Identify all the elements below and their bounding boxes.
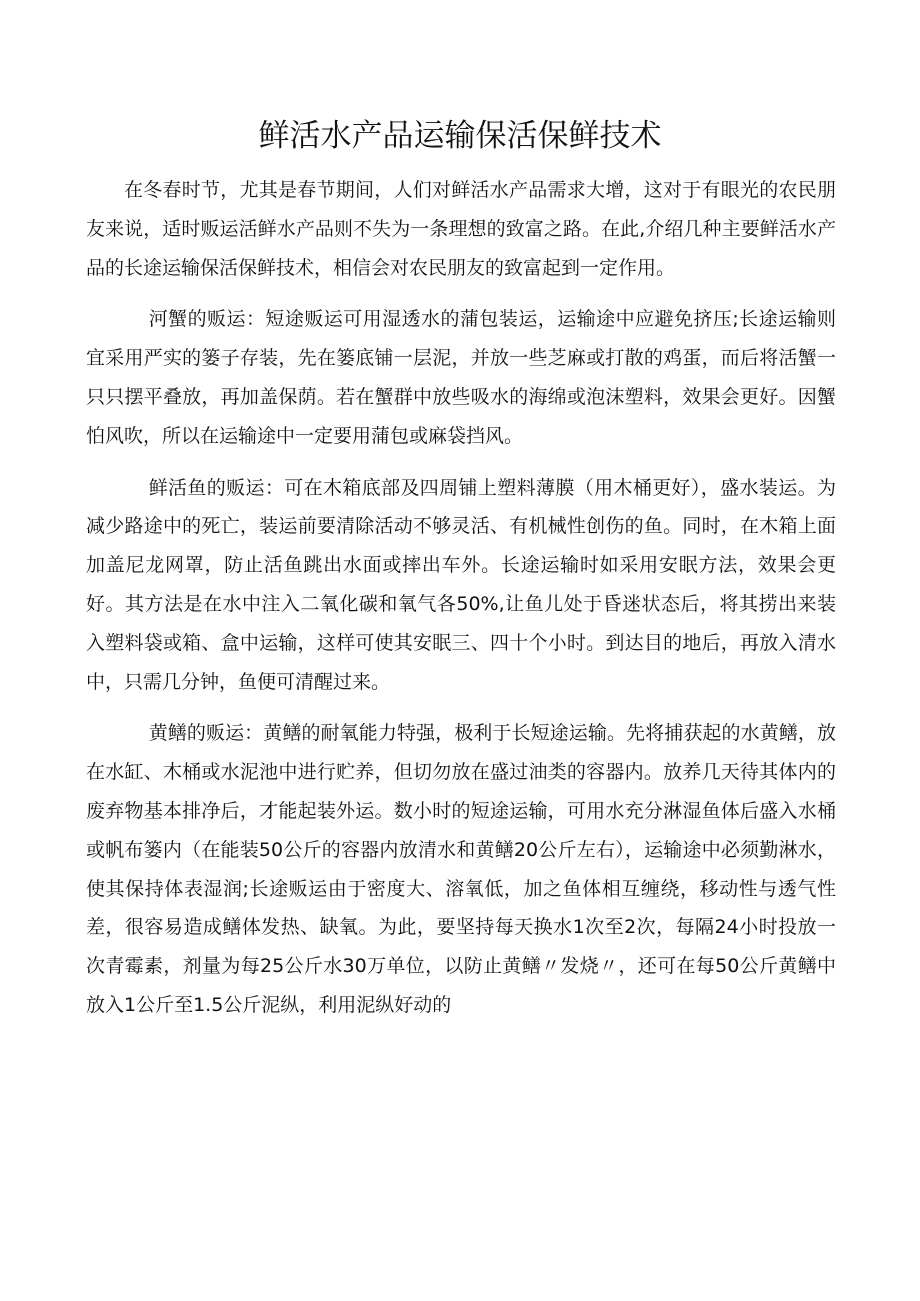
paragraph-eel: 黄鳝的贩运：黄鳝的耐氧能力特强，极利于长短途运输。先将捕获起的水黄鳝，放在水缸、木桶或水泥池中进行贮养，但切勿放在盛过油类的容器内。放养几天待其体内的废弃物基本排净后，才能起装外运。数小时的短途运输，可用水充分淋湿鱼体后盛入水桶或帆布篓内（在能装50公斤的容器内放清水和黄鳝20公斤左右），运输途中必须勤淋水，使其保持体表湿润;长途贩运由于密度大、溶氧低，加之鱼体相互缠绕，移动性与透气性差，很容易造成鳝体发热、缺氧。为此，要坚持每天换水1次至2次，每隔24小时投放一次青霉素，剂量为每25公斤水30万单位，以防止黄鳝〃发烧〃，还可在每50公斤黄鳝中放入1公斤至1.5公斤泥纵，利用泥纵好动的 (86, 722, 836, 1016)
paragraph-fish: 鲜活鱼的贩运：可在木箱底部及四周铺上塑料薄膜（用木桶更好），盛水装运。为减少路途中的死亡，装运前要清除活动不够灵活、有机械性创伤的鱼。同时，在木箱上面加盖尼龙网罩，防止活鱼跳出水面或摔出车外。长途运输时如采用安眠方法，效果会更好。其方法是在水中注入二氧化碳和氧气各50%,让鱼儿处于昏迷状态后，将其捞出来装入塑料袋或箱、盒中运输，这样可使其安眠三、四十个小时。到达目的地后，再放入清水中，只需几分钟，鱼便可清醒过来。 (86, 476, 836, 693)
paragraph-crab: 河蟹的贩运：短途贩运可用湿透水的蒲包装运，运输途中应避免挤压;长途运输则宜采用严实的篓子存装，先在篓底铺一层泥，并放一些芝麻或打散的鸡蛋，而后将活蟹一只只摆平叠放，再加盖保荫。若在蟹群中放些吸水的海绵或泡沫塑料，效果会更好。因蟹怕风吹，所以在运输途中一定要用蒲包或麻袋挡风。 (86, 308, 836, 447)
paragraph-intro: 在冬春时节，尤其是春节期间，人们对鲜活水产品需求大增，这对于有眼光的农民朋友来说，适时贩运活鲜水产品则不失为一条理想的致富之路。在此,介绍几种主要鲜活水产品的长途运输保活保鲜技术，相信会对农民朋友的致富起到一定作用。 (86, 179, 836, 279)
document-title: 鲜活水产品运输保活保鲜技术 (258, 118, 662, 154)
document-body (86, 171, 836, 1025)
